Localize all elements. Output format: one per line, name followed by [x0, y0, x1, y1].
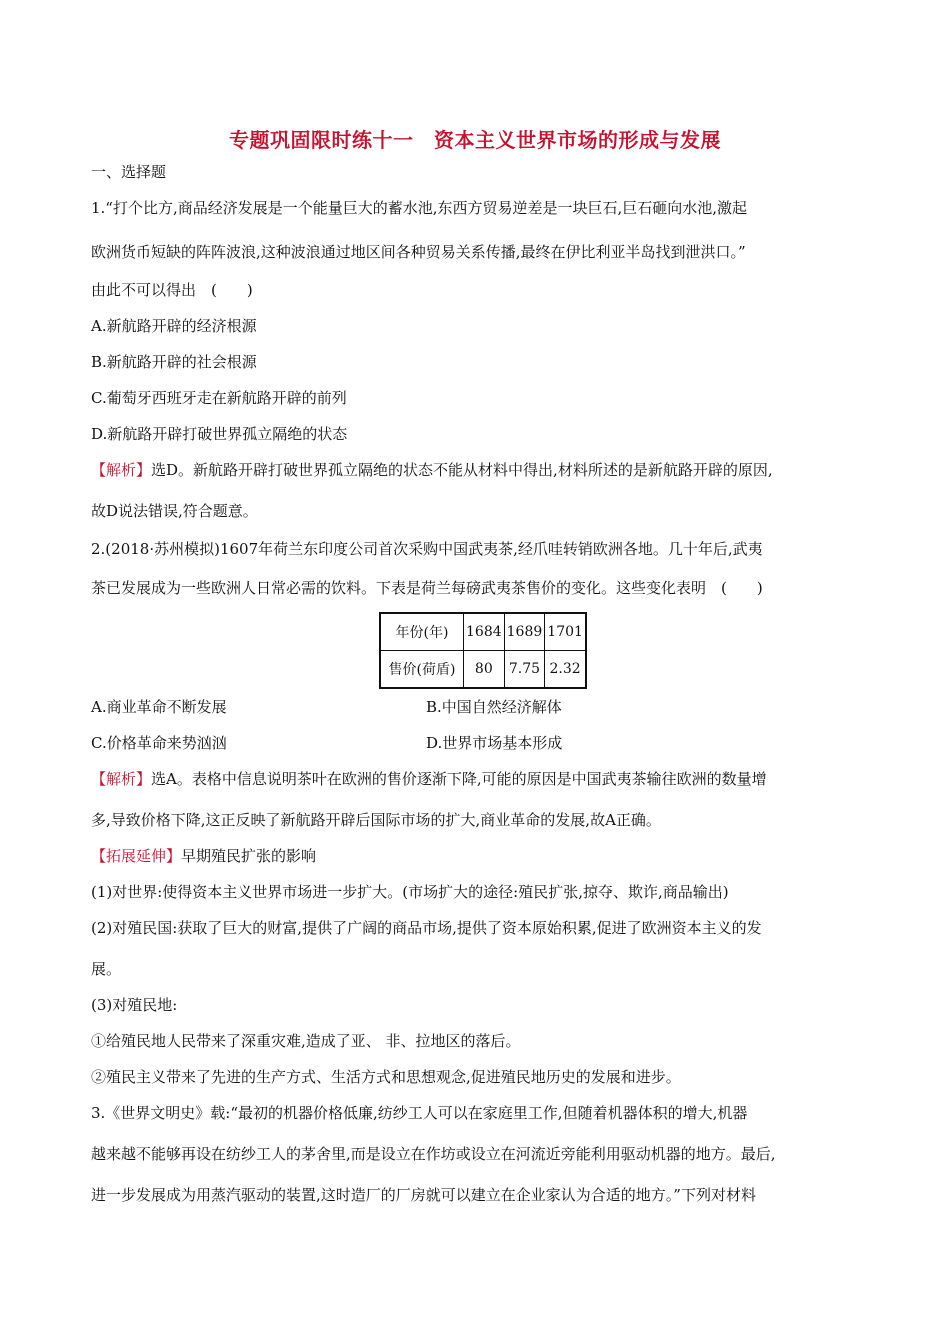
analysis-text: 选D。新航路开辟打破世界孤立隔绝的状态不能从材料中得出,材料所述的是新航路开辟的原因,: [151, 461, 773, 479]
extension-point-3-2: ②殖民主义带来了先进的生产方式、生活方式和思想观念,促进殖民地历史的发展和进步。: [91, 1068, 681, 1086]
q1-stem-line-2: 欧洲货币短缺的阵阵波浪,这种波浪通过地区间各种贸易关系传播,最终在伊比利亚半岛找到泄洪口。”: [91, 243, 746, 261]
table-cell: 年份(年): [380, 613, 464, 651]
extension-point-3: (3)对殖民地:: [91, 996, 178, 1014]
q1-option-d: D.新航路开辟打破世界孤立隔绝的状态: [91, 425, 348, 443]
page-title: 专题巩固限时练十一 资本主义世界市场的形成与发展: [229, 128, 721, 152]
table-cell: 80: [464, 651, 505, 689]
q2-option-d: D.世界市场基本形成: [426, 734, 563, 752]
table-cell: 1701: [545, 613, 586, 651]
extension-point-1: (1)对世界:使得资本主义世界市场进一步扩大。(市场扩大的途径:殖民扩张,掠夺、欺诈,商品输出): [91, 883, 729, 901]
q2-stem-line-2: 茶已发展成为一些欧洲人日常必需的饮料。下表是荷兰每磅武夷茶售价的变化。这些变化表明 ( ): [91, 579, 763, 597]
extension-point-2-cont: 展。: [91, 960, 122, 978]
q1-stem-line-3: 由此不可以得出 ( ): [91, 281, 253, 299]
table-cell: 1689: [504, 613, 545, 651]
q3-stem-line-3: 进一步发展成为用蒸汽驱动的装置,这时造厂的厂房就可以建立在企业家认为合适的地方。”下列对材料: [91, 1186, 756, 1204]
q2-option-b: B.中国自然经济解体: [426, 698, 562, 716]
table-row: [380, 651, 586, 689]
table-cell: 1684: [464, 613, 505, 651]
extension-heading: [91, 846, 316, 866]
q2-analysis-line-1: [91, 769, 767, 789]
analysis-tag: 【解析】: [91, 770, 152, 788]
q3-stem-line-2: 越来越不能够再设在纺纱工人的茅舍里,而是设立在作坊或设立在河流近旁能利用驱动机器的地方。最后,: [91, 1145, 776, 1163]
table-row: [380, 613, 586, 651]
price-table: [379, 612, 587, 689]
q3-stem-line-1: 3.《世界文明史》载:“最初的机器价格低廉,纺纱工人可以在家庭里工作,但随着机器体积的增大,机器: [91, 1104, 748, 1122]
extension-tag: 【拓展延伸】: [91, 847, 182, 865]
extension-point-3-1: ①给殖民地人民带来了深重灾难,造成了亚、 非、拉地区的落后。: [91, 1032, 521, 1050]
q1-option-b: B.新航路开辟的社会根源: [91, 353, 257, 371]
q2-option-a: A.商业革命不断发展: [91, 698, 227, 716]
extension-point-2: (2)对殖民国:获取了巨大的财富,提供了广阔的商品市场,提供了资本原始积累,促进了欧洲资本主义的发: [91, 919, 762, 937]
q1-option-c: C.葡萄牙西班牙走在新航路开辟的前列: [91, 389, 347, 407]
q1-analysis-line-2: 故D说法错误,符合题意。: [91, 502, 258, 520]
analysis-text: 选A。表格中信息说明茶叶在欧洲的售价逐渐下降,可能的原因是中国武夷茶输往欧洲的数量增: [151, 770, 767, 788]
table-cell: 7.75: [504, 651, 545, 689]
table-cell: 售价(荷盾): [380, 651, 464, 689]
extension-title: 早期殖民扩张的影响: [181, 847, 317, 865]
q1-analysis-line-1: [91, 460, 773, 480]
q2-stem-line-1: 2.(2018·苏州模拟)1607年荷兰东印度公司首次采购中国武夷茶,经爪哇转销欧洲各地。几十年后,武夷: [91, 540, 763, 558]
section-heading: 一、选择题: [91, 163, 167, 181]
table-cell: 2.32: [545, 651, 586, 689]
analysis-tag: 【解析】: [91, 461, 152, 479]
q1-option-a: A.新航路开辟的经济根源: [91, 317, 257, 335]
q1-stem-line-1: 1.“打个比方,商品经济发展是一个能量巨大的蓄水池,东西方贸易逆差是一块巨石,巨石砸向水池,激起: [91, 199, 748, 217]
q2-option-c: C.价格革命来势汹汹: [91, 734, 227, 752]
q2-analysis-line-2: 多,导致价格下降,这正反映了新航路开辟后国际市场的扩大,商业革命的发展,故A正确。: [91, 811, 661, 829]
